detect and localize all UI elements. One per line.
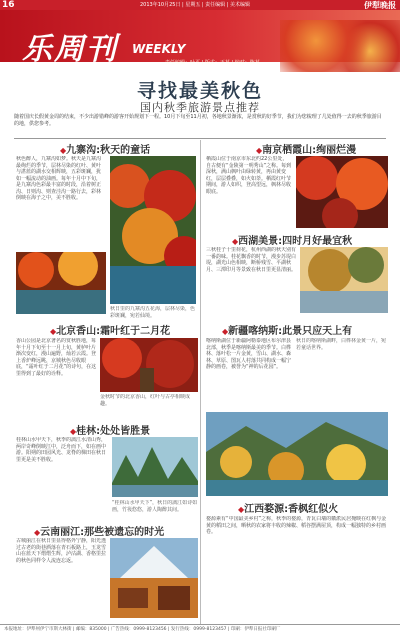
section-title-kanas: ◆新疆喀纳斯:此景只应天上有: [222, 326, 353, 337]
photo-kanas: [206, 412, 388, 496]
section-body-kanas: 喀纳斯湖位于新疆阿勒泰地区布尔津县北部，秋季是喀纳斯最美的季节。白桦林、落叶松一片金黄，雪山、湖水、森林、草原、图瓦人村落共同构成一幅宁静的画卷，被誉为“神的后花园”。: [206, 338, 292, 370]
photo-jiuzhaigou: [110, 156, 196, 304]
photo-jiuzhaigou-lake: [16, 252, 106, 314]
bullet-icon: ◆: [34, 528, 41, 537]
intro-paragraph: 随着国庆长假黄金周的结束，不少出游错峰的游客开始规划下一程。10月下旬至11月初，各地秋景渐浓，是赏秋的好季节，我们为您梳理了几处值得一去的秋季旅游目的地，供您参考。: [14, 114, 382, 127]
section-body-westlake: 三秋桂子十里荷花，杭州西湖的秋天别有一番韵味。桂花飘香的时节，漫步苏堤白堤，湖光山色相映，断桥残雪、平湖秋月、三潭印月等景致在秋日里更显清丽。: [206, 247, 296, 273]
top-bar: [0, 0, 400, 10]
bullet-icon: ◆: [238, 505, 245, 514]
section-body-qixia: 栖霞山位于南京市东北约22公里处，自古便有“金陵第一明秀山”之称。每到深秋，满山枫叶由绿转黄，再由黄变红，层层叠叠，如火如荼。栖霞红叶节期间，游人如织，登高望远，枫林尽收眼底。: [206, 156, 292, 195]
section-title-wuyuan: ◆江西婺源:香枫红似火: [238, 504, 339, 515]
section-title-en: WEEKLY: [132, 42, 186, 56]
section-title-westlake: ◆西湖美景:四时月好最宜秋: [232, 236, 353, 247]
bullet-icon: ◆: [232, 237, 239, 246]
divider: [14, 138, 386, 139]
editors-line: 责任编辑：叶平 | 版式：王某 | 校对：陈某: [165, 60, 260, 66]
photo-lijiang: [110, 538, 198, 618]
bullet-icon: ◆: [60, 146, 67, 155]
section-body-wuyuan: 婺源素有“中国最美乡村”之称，秋季的婺源，青瓦白墙的徽派民居掩映在红枫与金黄的稻田之间，晒秋的农家将丰收的辣椒、稻谷摆满屋顶，构成一幅独特的乡村画卷。: [206, 516, 387, 535]
subhead: 国内秋季旅游景点推荐: [140, 101, 260, 114]
section-title-jiuzhaigou: ◆九寨沟:秋天的童话: [60, 145, 151, 156]
bullet-icon: ◆: [256, 146, 263, 155]
caption-jiuzhaigou: 秋日里的九寨沟五花海，层林尽染，色彩斑斓，宛若仙境。: [110, 306, 196, 319]
footer: 本报地址：伊犁州伊宁市斯大林街 | 邮编：835000 | 广告热线：0999-8123456 | 发行热线：0999-8123457 | 印刷：伊犁日报社印刷厂: [0, 624, 400, 634]
caption-xiangshan: 金秋时节的北京香山，红叶与古亭相映成趣。: [100, 394, 191, 407]
paper-logo: 伊犁晚报: [364, 0, 396, 10]
photo-xiangshan: [100, 338, 198, 392]
bullet-icon: ◆: [50, 327, 57, 336]
section-title-qixia: ◆南京栖霞山:绚丽烂漫: [256, 145, 357, 156]
bullet-icon: ◆: [222, 327, 229, 336]
section-title: 乐周刊: [22, 32, 118, 67]
section-body-jiuzhaigou: 秋色醉人，九寨沟如梦。秋天是九寨沟最绚烂的季节，层林尽染的红叶、黄叶与湛蓝的湖水交相辉映，五彩斑斓，犹如一幅流动的油画。每年十月中下旬，是九寨沟色彩最丰富的时段，沿着树正沟、日则沟、则查洼沟一路行去，彩林倒映在海子之中，美不胜收。: [16, 156, 102, 201]
column-divider: [200, 140, 201, 624]
section-body-guilin: 桂林山水甲天下，秋季的漓江水清山秀，两岸奇峰倒映江中，泛舟而下，如在画中游。阳朔的田园风光、龙脊的梯田在秋日里更是美不胜收。: [16, 437, 107, 463]
section-title-xiangshan: ◆北京香山:霜叶红于二月花: [50, 326, 171, 337]
caption-kanas: 秋日的喀纳斯湖畔，白桦林金黄一片，宛若童话世界。: [296, 338, 387, 351]
date-line: 2013年10月25日 | 星期五 | 责任编辑 | 美术编辑: [140, 2, 251, 8]
bullet-icon: ◆: [70, 427, 77, 436]
section-body-xiangshan: 香山公园是北京著名的赏秋胜地，每年十月下旬至十一月上旬，黄栌叶片渐次变红，漫山遍野，灿若云霞。登上香炉峰远眺，京城秋色尽收眼底，“霜叶红于二月花”的诗句，在这里得到了最好的诠释。: [16, 338, 97, 377]
page-number: 16: [2, 0, 15, 10]
masthead: [0, 10, 400, 67]
caption-guilin: “桂林山水甲天下”，秋日的漓江如诗如画，竹筏悠悠，游人陶醉其间。: [112, 500, 198, 513]
photo-westlake: [300, 247, 388, 313]
headline: 寻找最美秋色: [136, 80, 263, 102]
masthead-leaves-image: [280, 20, 400, 72]
section-body-lijiang: 古城丽江在秋日里显得格外宁静，阳光透过古老的街巷洒落在青石板路上，玉龙雪山在蓝天下熠熠生辉，泸沽湖、香格里拉的秋色同样令人流连忘返。: [16, 538, 106, 564]
photo-qixia: [296, 156, 388, 228]
photo-guilin: [112, 437, 198, 497]
section-title-lijiang: ◆云南丽江:那些被遗忘的时光: [34, 527, 165, 538]
section-title-guilin: ◆桂林:处处皆胜景: [70, 426, 151, 437]
